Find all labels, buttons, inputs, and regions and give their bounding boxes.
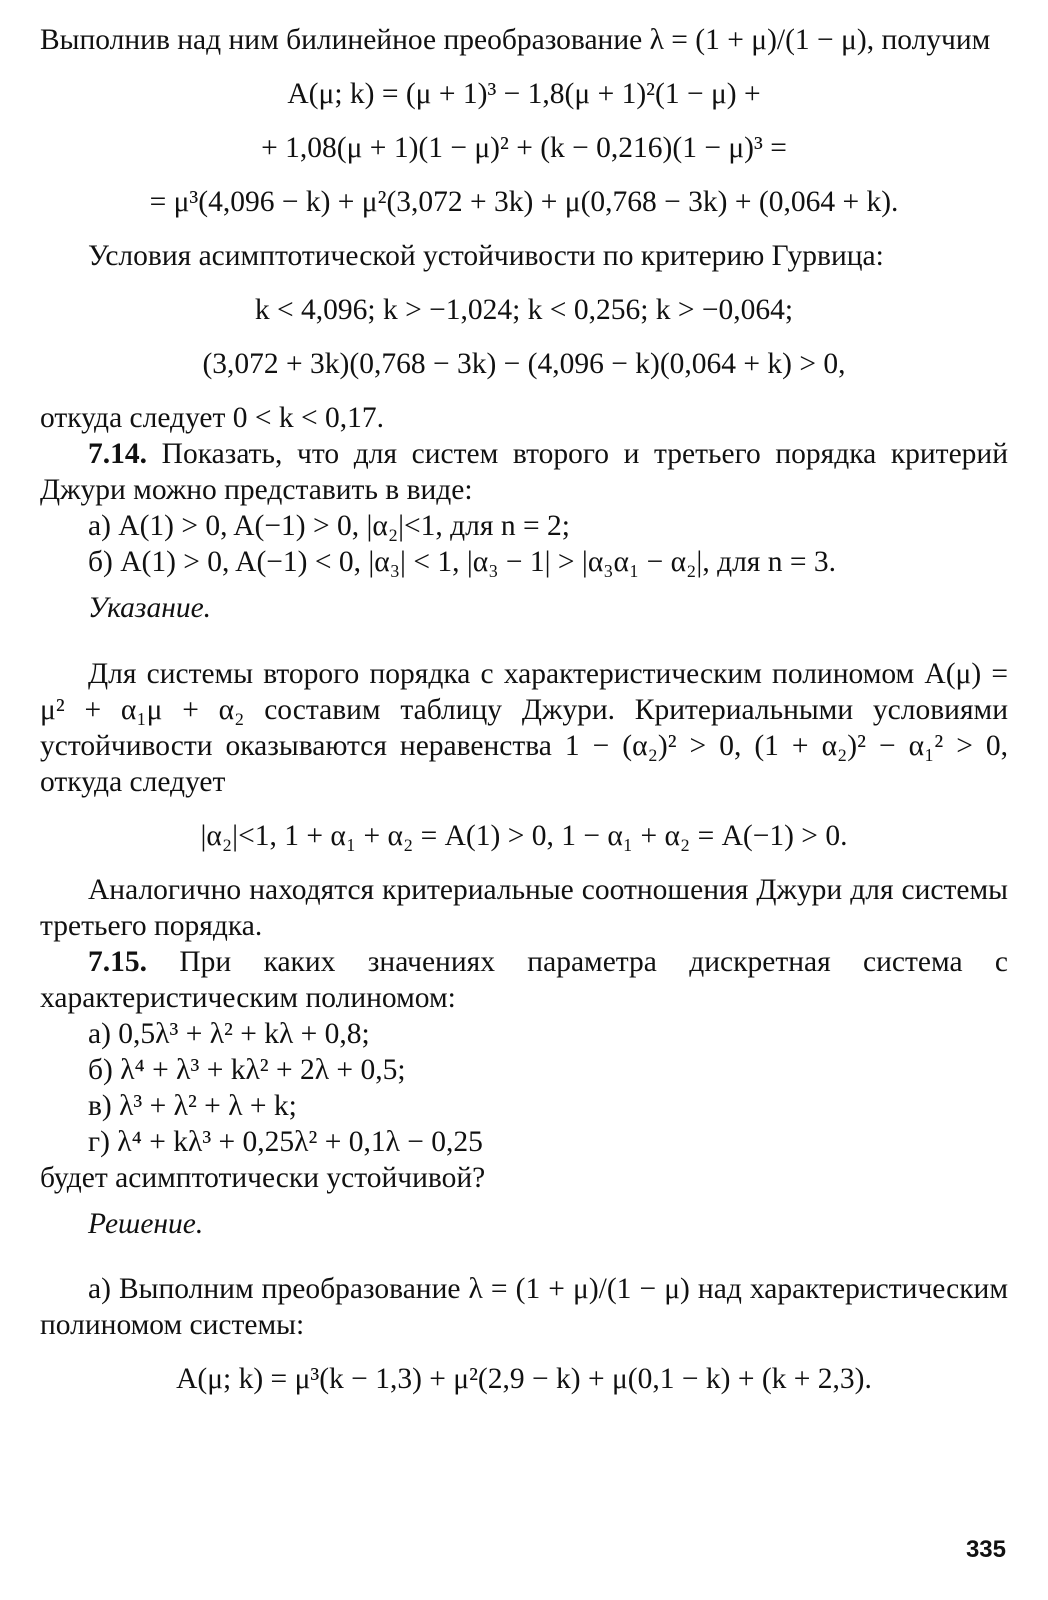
page-number: 335 bbox=[965, 1536, 1006, 1563]
paragraph-bilinear-intro: Выполнив над ним билинейное преобразование λ = (1 + μ)/(1 − μ), получим bbox=[40, 24, 991, 56]
problem-7-14 bbox=[40, 436, 1008, 508]
paragraph-analogous: Аналогично находятся критериальные соотношения Джури для системы третьего порядка. bbox=[40, 873, 1008, 942]
problem-7-14-number: 7.14. bbox=[88, 438, 147, 470]
equation-1-line-1: A(μ; k) = (μ + 1)³ − 1,8(μ + 1)²(1 − μ) + bbox=[287, 78, 761, 110]
paragraph-conclusion: откуда следует 0 < k < 0,17. bbox=[40, 402, 385, 434]
problem-7-15-number: 7.15. bbox=[88, 945, 147, 978]
equation-1-line-2: + 1,08(μ + 1)(1 − μ)² + (k − 0,216)(1 − μ)³ = bbox=[261, 132, 787, 164]
equation-2-line-1: k < 4,096; k > −1,024; k < 0,256; k > −0,064; bbox=[254, 294, 794, 326]
problem-7-15 bbox=[40, 944, 1008, 1016]
paragraph-hint: Для системы второго порядка с характеристическим полиномом A(μ) = μ² + α₁μ + α₂ составим таблицу Джури. Критериальными условиями устойчивости оказываются неравенства 1 − (α₂)² > 0, (1 + α₂)² − α₁² > 0, откуда следует bbox=[40, 657, 1008, 798]
problem-7-15-item-a: а) 0,5λ³ + λ² + kλ + 0,8; bbox=[88, 1017, 370, 1050]
equation-3: |α₂|<1, 1 + α₁ + α₂ = A(1) > 0, 1 − α₁ + α₂ = A(−1) > 0. bbox=[200, 819, 848, 852]
equation-2-line-2: (3,072 + 3k)(0,768 − 3k) − (4,096 − k)(0,064 + k) > 0, bbox=[202, 348, 846, 380]
paragraph-hurwitz-conditions: Условия асимптотической устойчивости по критерию Гурвица: bbox=[88, 240, 884, 272]
problem-7-15-text: При каких значениях параметра дискретная система с характеристическим полиномом: bbox=[40, 945, 1008, 1014]
problem-7-14-item-b: б) A(1) > 0, A(−1) < 0, |α₃| < 1, |α₃ − 1| > |α₃α₁ − α₂|, для n = 3. bbox=[88, 546, 837, 578]
problem-7-15-item-b: б) λ⁴ + λ³ + kλ² + 2λ + 0,5; bbox=[88, 1053, 406, 1086]
problem-7-15-item-d: г) λ⁴ + kλ³ + 0,25λ² + 0,1λ − 0,25 bbox=[88, 1125, 483, 1158]
hint-label: Указание. bbox=[88, 592, 212, 624]
problem-7-15-item-c: в) λ³ + λ² + λ + k; bbox=[88, 1089, 297, 1122]
equation-4: A(μ; k) = μ³(k − 1,3) + μ²(2,9 − k) + μ(0,1 − k) + (k + 2,3). bbox=[176, 1363, 872, 1395]
problem-7-15-question-end: будет асимптотически устойчивой? bbox=[40, 1161, 486, 1194]
problem-7-14-item-a: а) A(1) > 0, A(−1) > 0, |α₂|<1, для n = 2; bbox=[88, 510, 570, 542]
problem-7-14-text: Показать, что для систем второго и третьего порядка критерий Джури можно представить в виде: bbox=[40, 438, 1008, 506]
paragraph-solution: а) Выполним преобразование λ = (1 + μ)/(1 − μ) над характеристическим полиномом системы: bbox=[40, 1273, 1008, 1341]
equation-1-line-3: = μ³(4,096 − k) + μ²(3,072 + 3k) + μ(0,768 − 3k) + (0,064 + k). bbox=[149, 186, 899, 218]
solution-label: Решение. bbox=[88, 1207, 204, 1240]
